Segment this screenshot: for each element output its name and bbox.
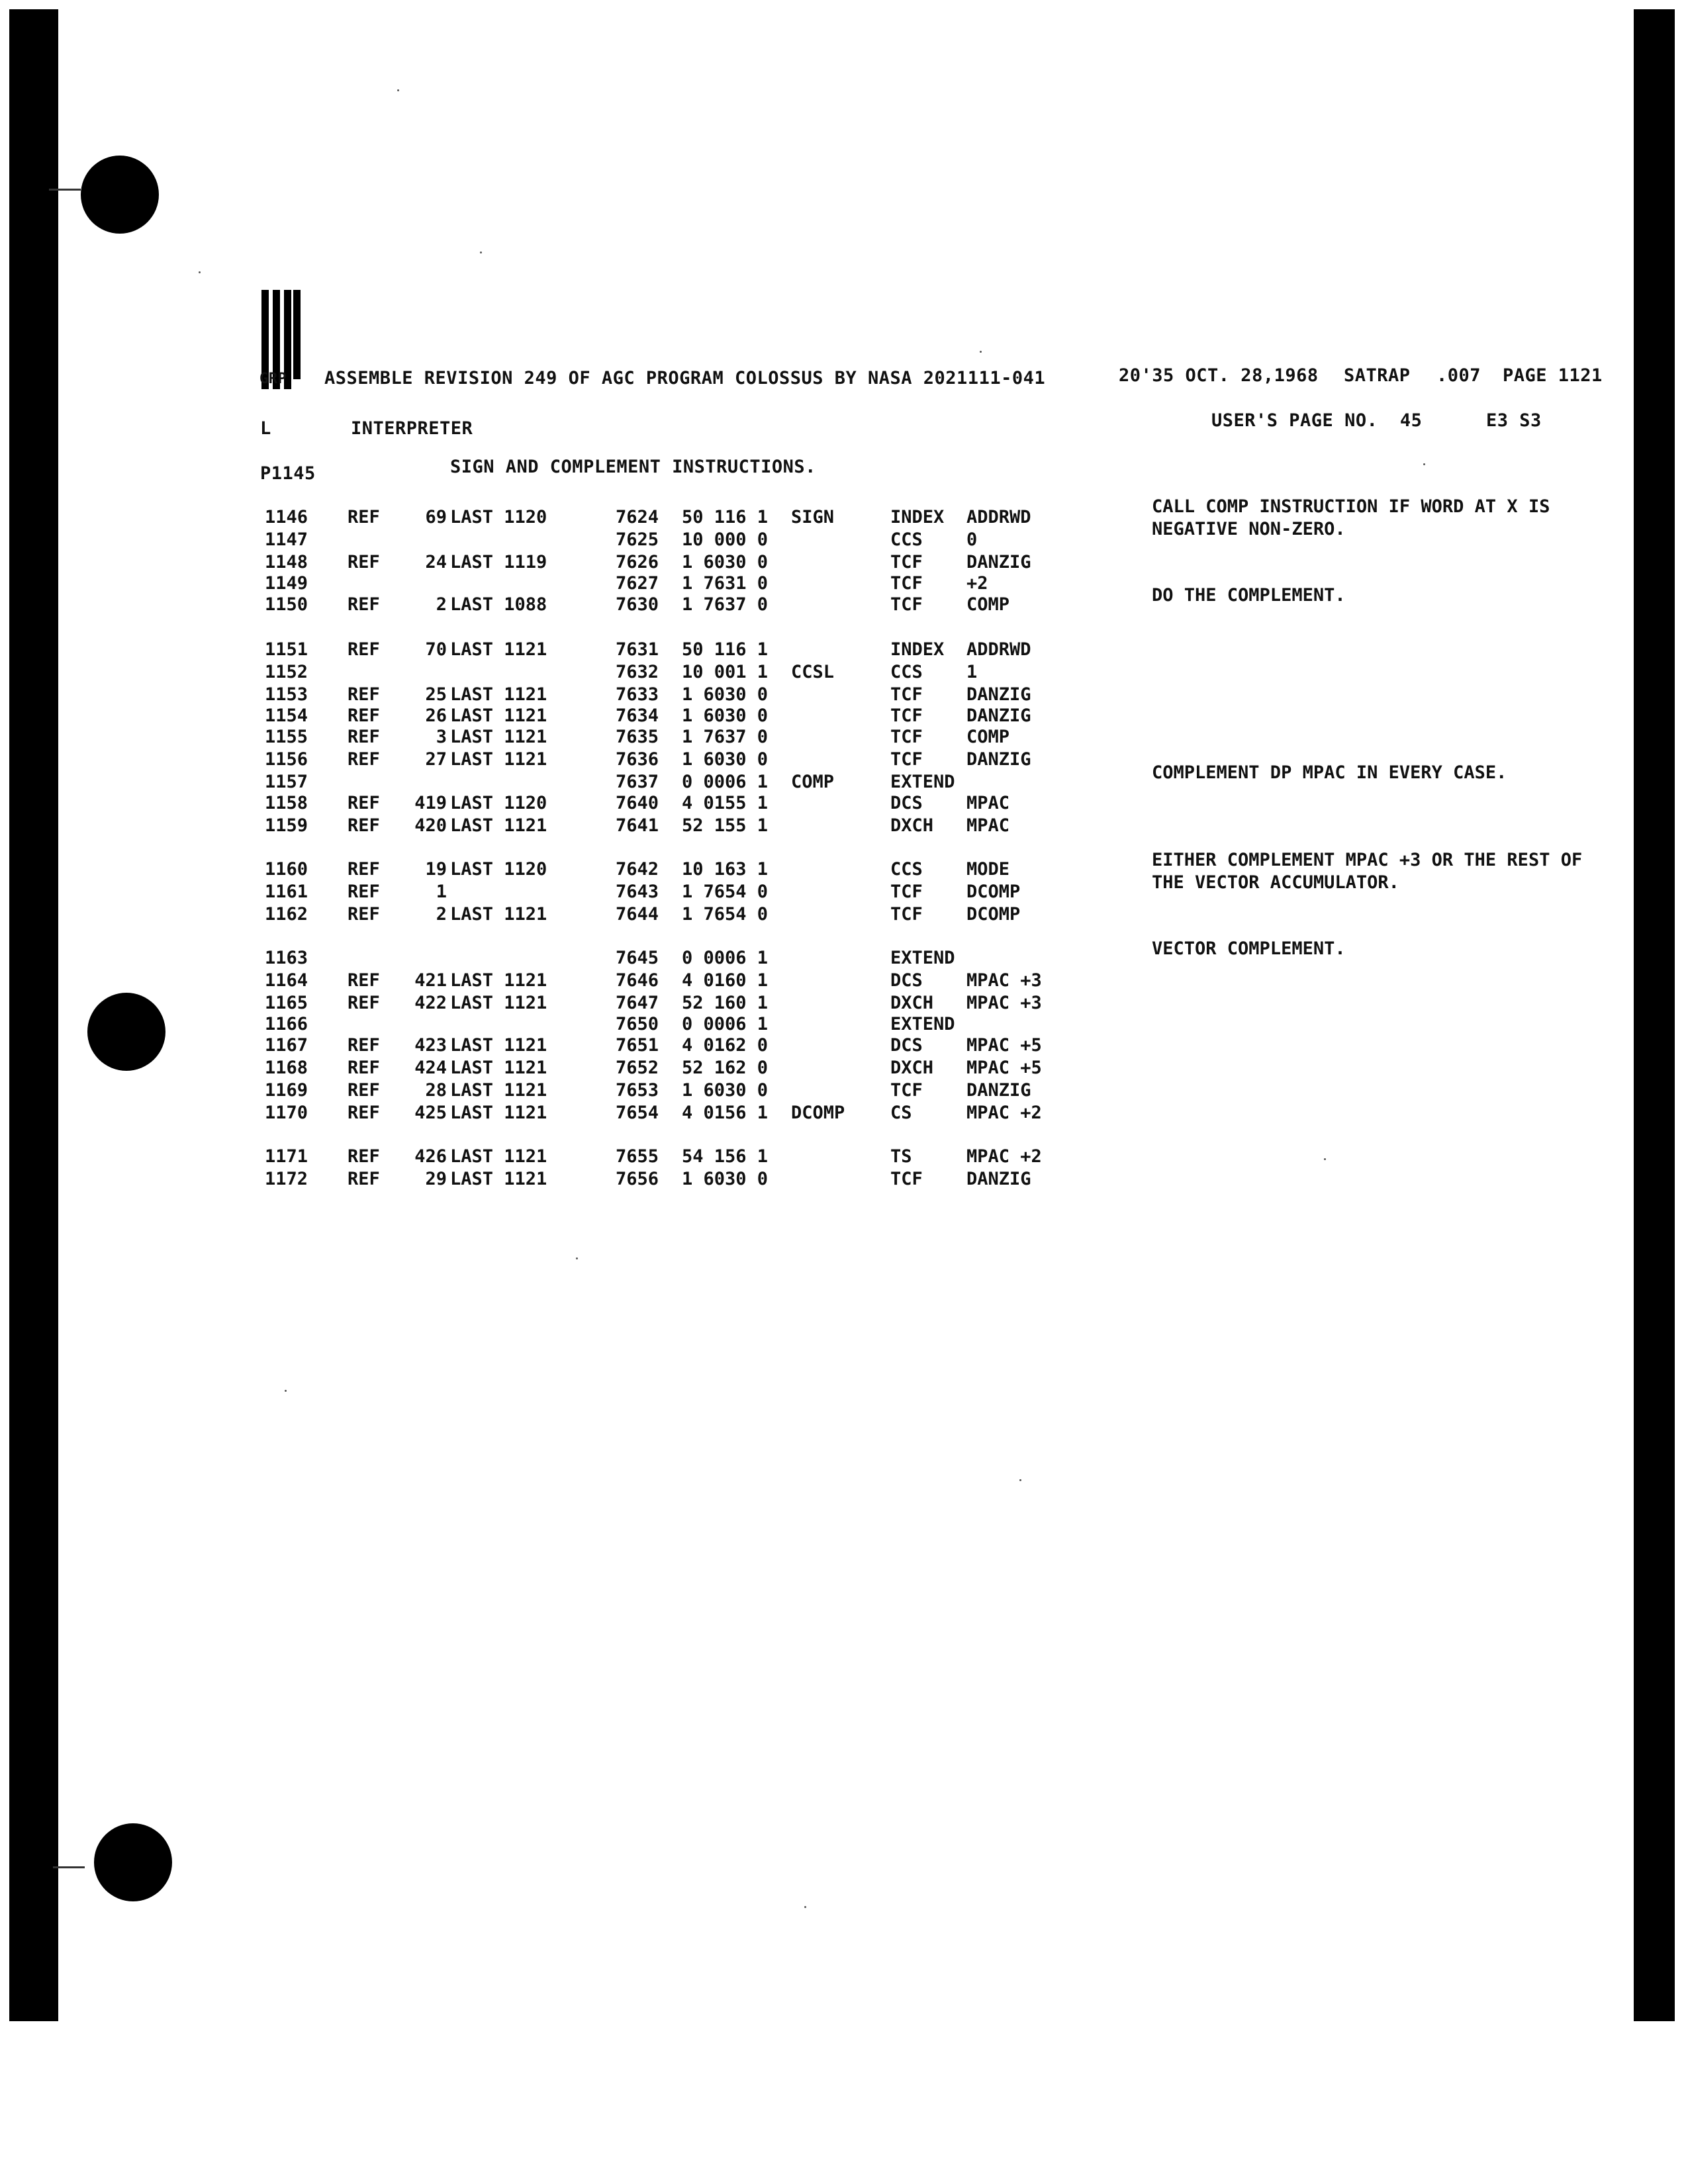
ref-marker: REF	[348, 1146, 380, 1167]
octal-word: 50 116 1	[682, 639, 769, 660]
ref-marker: REF	[348, 749, 380, 770]
operand: DANZIG	[966, 749, 1031, 770]
operand: COMP	[966, 727, 1010, 747]
opcode: DCS	[890, 970, 923, 991]
octal-word: 10 163 1	[682, 859, 769, 880]
octal-word: 1 6030 0	[682, 1169, 769, 1189]
scan-speck	[199, 271, 201, 273]
ref-count: 29	[425, 1169, 447, 1189]
last-ref: LAST 1121	[450, 1058, 547, 1078]
last-ref: LAST 1119	[450, 552, 547, 572]
ref-count: 1	[436, 882, 447, 902]
opcode: TS	[890, 1146, 912, 1167]
octal-word: 1 7637 0	[682, 594, 769, 615]
ref-count: 423	[414, 1035, 447, 1056]
last-ref: LAST 1120	[450, 507, 547, 527]
operand: 1	[966, 662, 978, 682]
line-number: 1146	[265, 507, 308, 527]
ref-marker: REF	[348, 507, 380, 527]
line-number: 1165	[265, 993, 308, 1013]
octal-word: 52 155 1	[682, 815, 769, 836]
line-number: 1163	[265, 948, 308, 968]
user-page-number: USER'S PAGE NO. 45	[1211, 410, 1423, 431]
address: 7643	[616, 882, 659, 902]
octal-word: 1 7631 0	[682, 573, 769, 594]
octal-word: 4 0156 1	[682, 1103, 769, 1123]
ref-count: 26	[425, 705, 447, 726]
address: 7650	[616, 1014, 659, 1034]
octal-word: 0 0006 1	[682, 1014, 769, 1034]
line-number: 1149	[265, 573, 308, 594]
operand: ADDRWD	[966, 507, 1031, 527]
octal-word: 0 0006 1	[682, 772, 769, 792]
line-number: 1160	[265, 859, 308, 880]
line-number: 1148	[265, 552, 308, 572]
opcode: TCF	[890, 684, 923, 705]
punch-hole-tick-top	[49, 189, 81, 191]
line-number: 1151	[265, 639, 308, 660]
address: 7631	[616, 639, 659, 660]
codes-label: E3 S3	[1486, 410, 1542, 431]
scan-speck	[397, 89, 399, 91]
address: 7656	[616, 1169, 659, 1189]
section-heading: SIGN AND COMPLEMENT INSTRUCTIONS.	[450, 457, 816, 477]
operand: MODE	[966, 859, 1010, 880]
scan-speck	[980, 351, 982, 353]
opcode: DXCH	[890, 815, 934, 836]
opcode: INDEX	[890, 639, 945, 660]
label: CCSL	[791, 662, 835, 682]
opcode: DCS	[890, 1035, 923, 1056]
ref-marker: REF	[348, 727, 380, 747]
line-number: 1157	[265, 772, 308, 792]
octal-word: 0 0006 1	[682, 948, 769, 968]
address: 7626	[616, 552, 659, 572]
opcode: INDEX	[890, 507, 945, 527]
left-scan-edge	[9, 9, 58, 2021]
ref-marker: REF	[348, 815, 380, 836]
octal-word: 1 7637 0	[682, 727, 769, 747]
line-number: 1153	[265, 684, 308, 705]
ref-marker: REF	[348, 594, 380, 615]
scan-speck	[1423, 463, 1425, 465]
opcode: TCF	[890, 573, 923, 594]
punch-hole-tick-bottom	[53, 1866, 85, 1868]
line-number: 1170	[265, 1103, 308, 1123]
line-number: 1147	[265, 529, 308, 550]
ref-marker: REF	[348, 882, 380, 902]
ref-marker: REF	[348, 639, 380, 660]
octal-word: 52 162 0	[682, 1058, 769, 1078]
operand: +2	[966, 573, 988, 594]
opcode: TCF	[890, 552, 923, 572]
last-ref: LAST 1121	[450, 815, 547, 836]
address: 7634	[616, 705, 659, 726]
ref-marker: REF	[348, 1035, 380, 1056]
opcode: DXCH	[890, 993, 934, 1013]
last-ref: LAST 1121	[450, 1169, 547, 1189]
satrap-label: SATRAP	[1344, 365, 1411, 386]
punch-hole-top	[81, 156, 159, 234]
scan-speck	[1324, 1158, 1326, 1160]
operand: MPAC	[966, 815, 1010, 836]
ref-marker: REF	[348, 859, 380, 880]
address: 7647	[616, 993, 659, 1013]
p-number: P1145	[260, 463, 316, 484]
ref-count: 424	[414, 1058, 447, 1078]
octal-word: 1 6030 0	[682, 749, 769, 770]
ref-marker: REF	[348, 904, 380, 925]
operand: MPAC +2	[966, 1103, 1042, 1123]
ref-count: 25	[425, 684, 447, 705]
listing-title: ASSEMBLE REVISION 249 OF AGC PROGRAM COLOSSUS BY NASA 2021111-041	[324, 368, 1046, 388]
label: SIGN	[791, 507, 835, 527]
scan-speck	[285, 1390, 287, 1392]
comment-line: DO THE COMPLEMENT.	[1152, 585, 1346, 606]
ref-count: 19	[425, 859, 447, 880]
operand: DCOMP	[966, 904, 1021, 925]
operand: DANZIG	[966, 1080, 1031, 1101]
opcode: TCF	[890, 749, 923, 770]
ref-count: 2	[436, 594, 447, 615]
last-ref: LAST 1121	[450, 705, 547, 726]
last-ref: LAST 1121	[450, 1103, 547, 1123]
address: 7630	[616, 594, 659, 615]
last-ref: LAST 1121	[450, 639, 547, 660]
octal-word: 4 0160 1	[682, 970, 769, 991]
octal-word: 1 7654 0	[682, 882, 769, 902]
ref-count: 426	[414, 1146, 447, 1167]
line-number: 1161	[265, 882, 308, 902]
operand: DANZIG	[966, 552, 1031, 572]
scan-speck	[480, 251, 482, 253]
comment-line: CALL COMP INSTRUCTION IF WORD AT X IS	[1152, 496, 1550, 517]
opcode: TCF	[890, 882, 923, 902]
section-letter: L	[260, 418, 271, 439]
octal-word: 54 156 1	[682, 1146, 769, 1167]
line-number: 1168	[265, 1058, 308, 1078]
ref-marker: REF	[348, 552, 380, 572]
ref-count: 69	[425, 507, 447, 527]
ref-count: 2	[436, 904, 447, 925]
opcode: CS	[890, 1103, 912, 1123]
line-number: 1167	[265, 1035, 308, 1056]
operand: DANZIG	[966, 705, 1031, 726]
octal-word: 10 001 1	[682, 662, 769, 682]
opcode: CCS	[890, 529, 923, 550]
comment-line: COMPLEMENT DP MPAC IN EVERY CASE.	[1152, 762, 1507, 783]
address: 7644	[616, 904, 659, 925]
address: 7652	[616, 1058, 659, 1078]
octal-word: 4 0155 1	[682, 793, 769, 813]
last-ref: LAST 1088	[450, 594, 547, 615]
punch-hole-bottom	[94, 1823, 172, 1901]
operand: 0	[966, 529, 978, 550]
punch-hole-middle	[87, 993, 165, 1071]
address: 7651	[616, 1035, 659, 1056]
line-number: 1162	[265, 904, 308, 925]
address: 7624	[616, 507, 659, 527]
operand: MPAC +5	[966, 1058, 1042, 1078]
last-ref: LAST 1121	[450, 749, 547, 770]
ref-count: 419	[414, 793, 447, 813]
binder-label: GRP	[259, 371, 287, 387]
opcode: DXCH	[890, 1058, 934, 1078]
last-ref: LAST 1121	[450, 684, 547, 705]
operand: MPAC +3	[966, 993, 1042, 1013]
section-name: INTERPRETER	[351, 418, 473, 439]
address: 7636	[616, 749, 659, 770]
line-number: 1154	[265, 705, 308, 726]
line-number: 1152	[265, 662, 308, 682]
address: 7627	[616, 573, 659, 594]
address: 7646	[616, 970, 659, 991]
ref-marker: REF	[348, 1169, 380, 1189]
operand: DANZIG	[966, 684, 1031, 705]
opcode: TCF	[890, 1080, 923, 1101]
octal-word: 1 6030 0	[682, 552, 769, 572]
label: DCOMP	[791, 1103, 845, 1123]
operand: MPAC	[966, 793, 1010, 813]
line-number: 1169	[265, 1080, 308, 1101]
scan-speck	[576, 1257, 578, 1259]
address: 7637	[616, 772, 659, 792]
ref-count: 420	[414, 815, 447, 836]
operand: MPAC +5	[966, 1035, 1042, 1056]
last-ref: LAST 1121	[450, 727, 547, 747]
last-ref: LAST 1120	[450, 793, 547, 813]
scan-speck	[1019, 1479, 1021, 1481]
octal-word: 52 160 1	[682, 993, 769, 1013]
address: 7653	[616, 1080, 659, 1101]
line-number: 1164	[265, 970, 308, 991]
address: 7655	[616, 1146, 659, 1167]
last-ref: LAST 1121	[450, 1080, 547, 1101]
line-number: 1158	[265, 793, 308, 813]
address: 7645	[616, 948, 659, 968]
line-number: 1166	[265, 1014, 308, 1034]
ref-marker: REF	[348, 1103, 380, 1123]
address: 7635	[616, 727, 659, 747]
opcode: TCF	[890, 904, 923, 925]
ref-count: 70	[425, 639, 447, 660]
opcode: TCF	[890, 594, 923, 615]
ref-count: 421	[414, 970, 447, 991]
last-ref: LAST 1121	[450, 993, 547, 1013]
ref-count: 27	[425, 749, 447, 770]
last-ref: LAST 1121	[450, 904, 547, 925]
opcode: EXTEND	[890, 1014, 955, 1034]
line-number: 1171	[265, 1146, 308, 1167]
octal-word: 1 6030 0	[682, 705, 769, 726]
right-scan-edge	[1634, 9, 1675, 2021]
ref-count: 425	[414, 1103, 447, 1123]
opcode: CCS	[890, 859, 923, 880]
octal-word: 10 000 0	[682, 529, 769, 550]
octal-word: 1 6030 0	[682, 684, 769, 705]
printout-page	[9, 9, 1631, 2021]
opcode: EXTEND	[890, 772, 955, 792]
comment-line: EITHER COMPLEMENT MPAC +3 OR THE REST OF	[1152, 850, 1583, 870]
operand: DANZIG	[966, 1169, 1031, 1189]
scan-speck	[804, 1906, 806, 1908]
opcode: DCS	[890, 793, 923, 813]
last-ref: LAST 1120	[450, 859, 547, 880]
page-number: PAGE 1121	[1503, 365, 1603, 386]
operand: COMP	[966, 594, 1010, 615]
opcode: TCF	[890, 705, 923, 726]
line-number: 1155	[265, 727, 308, 747]
line-number: 1156	[265, 749, 308, 770]
ref-count: 3	[436, 727, 447, 747]
operand: DCOMP	[966, 882, 1021, 902]
address: 7632	[616, 662, 659, 682]
ref-marker: REF	[348, 970, 380, 991]
opcode: TCF	[890, 727, 923, 747]
octal-word: 1 6030 0	[682, 1080, 769, 1101]
last-ref: LAST 1121	[450, 1035, 547, 1056]
line-number: 1172	[265, 1169, 308, 1189]
octal-word: 50 116 1	[682, 507, 769, 527]
ref-count: 422	[414, 993, 447, 1013]
last-ref: LAST 1121	[450, 970, 547, 991]
octal-word: 4 0162 0	[682, 1035, 769, 1056]
comment-line: THE VECTOR ACCUMULATOR.	[1152, 872, 1399, 893]
address: 7641	[616, 815, 659, 836]
ref-marker: REF	[348, 1080, 380, 1101]
ref-marker: REF	[348, 705, 380, 726]
octal-word: 1 7654 0	[682, 904, 769, 925]
address: 7633	[616, 684, 659, 705]
comment-line: NEGATIVE NON-ZERO.	[1152, 519, 1346, 539]
label: COMP	[791, 772, 835, 792]
operand: MPAC +2	[966, 1146, 1042, 1167]
address: 7654	[616, 1103, 659, 1123]
address: 7642	[616, 859, 659, 880]
ref-marker: REF	[348, 684, 380, 705]
comment-line: VECTOR COMPLEMENT.	[1152, 938, 1346, 959]
last-ref: LAST 1121	[450, 1146, 547, 1167]
ref-count: 24	[425, 552, 447, 572]
opcode: TCF	[890, 1169, 923, 1189]
operand: ADDRWD	[966, 639, 1031, 660]
line-number: 1159	[265, 815, 308, 836]
version-label: .007	[1436, 365, 1481, 386]
ref-marker: REF	[348, 993, 380, 1013]
ref-marker: REF	[348, 1058, 380, 1078]
line-number: 1150	[265, 594, 308, 615]
ref-count: 28	[425, 1080, 447, 1101]
opcode: CCS	[890, 662, 923, 682]
ref-marker: REF	[348, 793, 380, 813]
address: 7640	[616, 793, 659, 813]
opcode: EXTEND	[890, 948, 955, 968]
date-time: 20'35 OCT. 28,1968	[1119, 365, 1319, 386]
address: 7625	[616, 529, 659, 550]
operand: MPAC +3	[966, 970, 1042, 991]
